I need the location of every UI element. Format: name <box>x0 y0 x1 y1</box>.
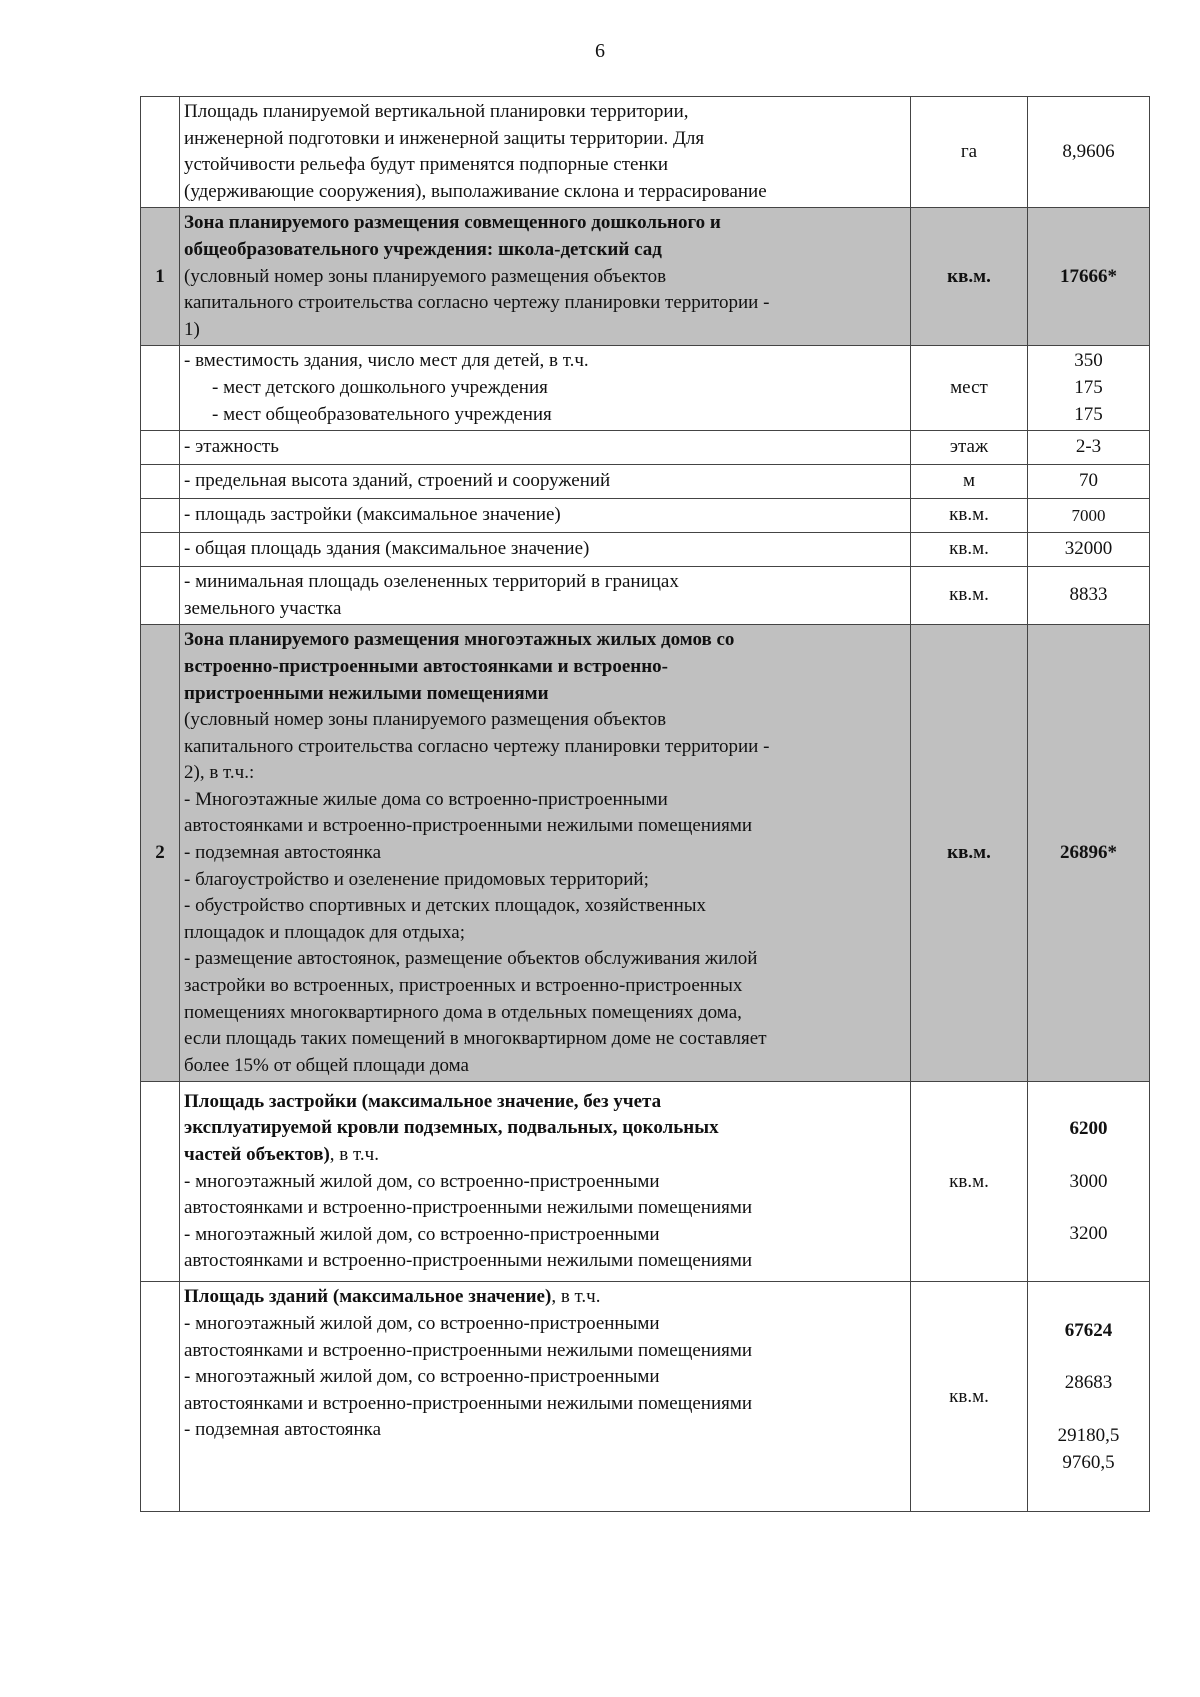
page-number: 6 <box>595 40 605 62</box>
zone-number: 1 <box>141 208 180 346</box>
row-description: - предельная высота зданий, строений и сооружений <box>180 465 911 499</box>
row-description: - площадь застройки (максимальное значение) <box>180 499 911 533</box>
row-value: 6200 3000 3200 <box>1028 1082 1150 1282</box>
zone-value: 17666* <box>1028 208 1150 346</box>
row-description: - общая площадь здания (максимальное значение) <box>180 533 911 567</box>
row-unit: м <box>911 465 1028 499</box>
zone-unit: кв.м. <box>911 625 1028 1082</box>
row-unit: кв.м. <box>911 533 1028 567</box>
row-description: - этажность <box>180 431 911 465</box>
row-value: 8,9606 <box>1028 97 1150 208</box>
row-value: 8833 <box>1028 567 1150 625</box>
table-row <box>141 97 1150 208</box>
row-number <box>141 346 180 431</box>
table-row <box>141 465 1150 499</box>
row-value: 7000 <box>1028 499 1150 533</box>
row-description: Площадь застройки (максимальное значение, без учета эксплуатируемой кровли подземных, подвальных, цокольных частей объектов), в т.ч. - многоэтажный жилой дом, со встроенно-пристроенными автостоянками и встроенно-пристроенными нежилыми помещениями - многоэтажный жилой дом, со встроенно-пристроенными автостоянками и встроенно-пристроенными нежилыми помещениями <box>180 1082 911 1282</box>
zone-description: Зона планируемого размещения совмещенного дошкольного и общеобразовательного учреждения: школа-детский сад (условный номер зоны планируемого размещения объектов капитального строительства согласно чертежу планировки территории - 1) <box>180 208 911 346</box>
row-value: 67624 28683 29180,5 9760,5 <box>1028 1282 1150 1512</box>
row-number <box>141 431 180 465</box>
row-description: Площадь планируемой вертикальной планировки территории, инженерной подготовки и инженерной защиты территории. Для устойчивости рельефа будут применятся подпорные стенки (удерживающие сооружения), выполаживание склона и террасирование <box>180 97 911 208</box>
row-description: - минимальная площадь озелененных территорий в границах земельного участка <box>180 567 911 625</box>
zone-description: Зона планируемого размещения многоэтажных жилых домов со встроенно-пристроенными автостоянками и встроенно- пристроенными нежилыми помещениями (условный номер зоны планируемого размещения объектов капитального строительства согласно чертежу планировки территории - 2), в т.ч.: - Многоэтажные жилые дома со встроенно-пристроенными автостоянками и встроенно-пристроенными нежилыми помещениями - подземная автостоянка - благоустройство и озеленение придомовых территорий; - обустройство спортивных и детских площадок, хозяйственных площадок и площадок для отдыха; - размещение автостоянок, размещение объектов обслуживания жилой застройки во встроенных, пристроенных и встроенно-пристроенных помещениях многоквартирного дома в отдельных помещениях дома, если площадь таких помещений в многоквартирном доме не составляет более 15% от общей площади дома <box>180 625 911 1082</box>
row-value: 2-3 <box>1028 431 1150 465</box>
table-row <box>141 533 1150 567</box>
table-row <box>141 499 1150 533</box>
row-description: Площадь зданий (максимальное значение), в т.ч. - многоэтажный жилой дом, со встроенно-пристроенными автостоянками и встроенно-пристроенными нежилыми помещениями - многоэтажный жилой дом, со встроенно-пристроенными автостоянками и встроенно-пристроенными нежилыми помещениями - подземная автостоянка <box>180 1282 911 1512</box>
table-row <box>141 567 1150 625</box>
row-number <box>141 499 180 533</box>
table-row <box>141 431 1150 465</box>
zone-unit: кв.м. <box>911 208 1028 346</box>
row-number <box>141 1282 180 1512</box>
row-value: 350 175 175 <box>1028 346 1150 431</box>
row-number <box>141 1082 180 1282</box>
table-row <box>141 1082 1150 1282</box>
row-number <box>141 533 180 567</box>
row-number <box>141 465 180 499</box>
row-number <box>141 97 180 208</box>
row-unit: га <box>911 97 1028 208</box>
zone-row <box>141 208 1150 346</box>
row-description: - вместимость здания, число мест для детей, в т.ч. - мест детского дошкольного учреждения - мест общеобразовательного учреждения <box>180 346 911 431</box>
row-value: 32000 <box>1028 533 1150 567</box>
row-number <box>141 567 180 625</box>
row-unit: кв.м. <box>911 499 1028 533</box>
zone-number: 2 <box>141 625 180 1082</box>
row-unit: этаж <box>911 431 1028 465</box>
row-unit: кв.м. <box>911 1082 1028 1282</box>
parameters-table <box>140 96 1150 1512</box>
table-row <box>141 346 1150 431</box>
row-unit: кв.м. <box>911 567 1028 625</box>
row-unit: кв.м. <box>911 1282 1028 1512</box>
zone-row <box>141 625 1150 1082</box>
table-row <box>141 1282 1150 1512</box>
zone-value: 26896* <box>1028 625 1150 1082</box>
row-value: 70 <box>1028 465 1150 499</box>
row-unit: мест <box>911 346 1028 431</box>
